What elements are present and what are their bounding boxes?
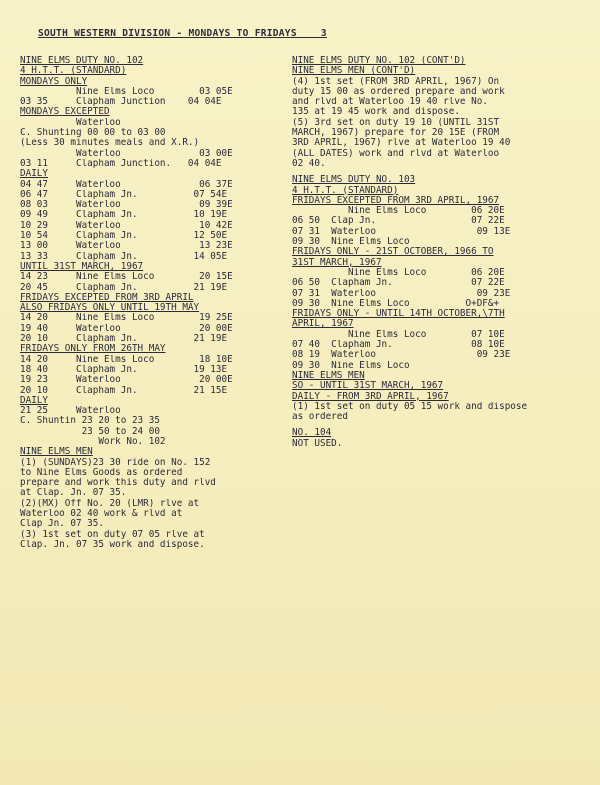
- text-line: 04 47 Waterloo 06 37E: [20, 179, 233, 190]
- text-line: at Clap. Jn. 07 35.: [20, 488, 127, 499]
- section-heading: ALSO FRIDAYS ONLY UNTIL 19TH MAY: [20, 303, 200, 314]
- text-line: 19 23 Waterloo 20 00E: [20, 375, 233, 386]
- text-line: Waterloo 03 00E: [20, 148, 233, 159]
- text-line: 10 29 Waterloo 10 42E: [20, 220, 233, 231]
- text-line: 09 49 Clapham Jn. 10 19E: [20, 210, 228, 221]
- section-heading: DAILY - FROM 3RD APRIL, 1967: [292, 391, 449, 402]
- text-line: Nine Elms Loco 07 10E: [292, 329, 505, 340]
- section-heading: NINE ELMS DUTY NO. 103: [292, 175, 416, 186]
- text-line: 03 35 Clapham Junction 04 04E: [20, 97, 222, 108]
- section-heading: FRIDAYS ONLY - UNTIL 14TH OCTOBER,\7TH: [292, 309, 505, 320]
- text-line: 06 47 Clapham Jn. 07 54E: [20, 189, 228, 200]
- section-heading: DAILY: [20, 395, 48, 406]
- section-heading: NINE ELMS DUTY NO. 102: [20, 56, 144, 66]
- text-line: 09 30 Nine Elms Loco: [292, 360, 410, 371]
- text-line: 20 10 Clapham Jn. 21 15E: [20, 385, 228, 396]
- text-line: MARCH, 1967) prepare for 20 15E (FROM: [292, 128, 500, 139]
- section-heading: DAILY: [20, 169, 48, 180]
- text-line: 18 40 Clapham Jn. 19 13E: [20, 364, 228, 375]
- section-heading: NINE ELMS MEN: [292, 370, 365, 381]
- section-heading: SO - UNTIL 31ST MARCH, 1967: [292, 381, 444, 392]
- text-line: (5) 3rd set on duty 19 10 (UNTIL 31ST: [292, 117, 500, 128]
- text-line: 14 23 Nine Elms Loco 20 15E: [20, 272, 233, 283]
- section-heading: APRIL, 1967: [292, 319, 354, 330]
- text-line: 20 45 Clapham Jn. 21 19E: [20, 282, 228, 293]
- text-line: Nine Elms Loco 06 20E: [292, 267, 505, 278]
- section-heading: UNTIL 31ST MARCH, 1967: [20, 261, 144, 272]
- text-line: 13 33 Clapham Jn. 14 05E: [20, 251, 228, 262]
- text-line: 21 25 Waterloo: [20, 406, 121, 417]
- text-line: 08 19 Waterloo 09 23E: [292, 350, 511, 361]
- section-heading: 31ST MARCH, 1967: [292, 257, 382, 268]
- text-line: 07 31 Waterloo 09 13E: [292, 226, 511, 237]
- text-line: as ordered: [292, 412, 348, 423]
- text-line: 09 30 Nine Elms Loco: [292, 237, 410, 248]
- text-line: 14 20 Nine Elms Loco 18 10E: [20, 354, 233, 365]
- text-line: duty 15 00 as ordered prepare and work: [292, 86, 505, 97]
- text-line: prepare and work this duty and rlvd: [20, 478, 216, 489]
- text-line: 20 10 Clapham Jn. 21 19E: [20, 334, 228, 345]
- section-heading: NO. 104: [292, 428, 332, 439]
- section-heading: NINE ELMS MEN: [20, 447, 93, 458]
- text-line: 06 50 Clap Jn. 07 22E: [292, 216, 505, 227]
- text-line: (2)(MX) Off No. 20 (LMR) rlve at: [20, 498, 200, 509]
- text-line: 14 20 Nine Elms Loco 19 25E: [20, 313, 233, 324]
- text-line: C. Shuntin 23 20 to 23 35: [20, 416, 160, 427]
- text-line: 23 50 to 24 00: [20, 426, 160, 437]
- text-line: Nine Elms Loco 06 20E: [292, 206, 505, 217]
- right-column: [292, 56, 582, 449]
- text-line: (3) 1st set on duty 07 05 rlve at: [20, 529, 205, 540]
- text-line: 06 50 Clapham Jn. 07 22E: [292, 278, 505, 289]
- text-line: 08 03 Waterloo 09 39E: [20, 200, 233, 211]
- text-line: C. Shunting 00 00 to 03 00: [20, 128, 166, 139]
- text-line: 09 30 Nine Elms Loco O+DF&+: [292, 298, 500, 309]
- section-heading: NINE ELMS MEN (CONT'D): [292, 66, 416, 77]
- section-heading: FRIDAYS EXCEPTED FROM 3RD APRIL: [20, 292, 194, 303]
- section-heading: NINE ELMS DUTY NO. 102 (CONT'D): [292, 56, 466, 66]
- text-line: Waterloo: [20, 117, 121, 128]
- text-line: 07 40 Clapham Jn. 08 10E: [292, 340, 505, 351]
- text-line: Nine Elms Loco 03 05E: [20, 86, 233, 97]
- text-line: 19 40 Waterloo 20 00E: [20, 323, 233, 334]
- text-line: (1) 1st set on duty 05 15 work and dispose: [292, 401, 528, 412]
- text-line: to Nine Elms Goods as ordered: [20, 467, 183, 478]
- text-line: Work No. 102: [20, 436, 166, 447]
- text-line: 10 54 Clapham Jn. 12 50E: [20, 231, 228, 242]
- text-line: (Less 30 minutes meals and X.R.): [20, 138, 200, 149]
- text-line: NOT USED.: [292, 438, 343, 449]
- text-line: Clap. Jn. 07 35 work and dispose.: [20, 539, 205, 550]
- text-line: 07 31 Waterloo 09 23E: [292, 288, 511, 299]
- text-line: Waterloo 02 40 work & rlvd at: [20, 509, 183, 520]
- text-line: 13 00 Waterloo 13 23E: [20, 241, 233, 252]
- text-line: (ALL DATES) work and rlvd at Waterloo: [292, 148, 500, 159]
- section-heading: MONDAYS EXCEPTED: [20, 107, 110, 118]
- text-line: (4) 1st set (FROM 3RD APRIL, 1967) On: [292, 76, 500, 87]
- section-heading: 4 H.T.T. (STANDARD): [20, 66, 127, 77]
- section-heading: FRIDAYS ONLY FROM 26TH MAY: [20, 344, 166, 355]
- left-column: [20, 56, 280, 550]
- section-heading: 4 H.T.T. (STANDARD): [292, 185, 399, 196]
- section-heading: MONDAYS ONLY: [20, 76, 88, 87]
- text-line: 3RD APRIL, 1967) rlve at Waterloo 19 40: [292, 138, 511, 149]
- section-heading: FRIDAYS ONLY - 21ST OCTOBER, 1966 TO: [292, 247, 494, 258]
- text-line: (1) (SUNDAYS)23 30 ride on No. 152: [20, 457, 211, 468]
- page-header: SOUTH WESTERN DIVISION - MONDAYS TO FRIDAYS 3: [38, 28, 327, 39]
- text-line: and rlvd at Waterloo 19 40 rlve No.: [292, 97, 488, 108]
- text-line: 135 at 19 45 work and dispose.: [292, 107, 460, 118]
- section-heading: FRIDAYS EXCEPTED FROM 3RD APRIL, 1967: [292, 195, 500, 206]
- text-line: 02 40.: [292, 158, 326, 169]
- text-line: Clap Jn. 07 35.: [20, 519, 104, 530]
- text-line: 03 11 Clapham Junction. 04 04E: [20, 158, 222, 169]
